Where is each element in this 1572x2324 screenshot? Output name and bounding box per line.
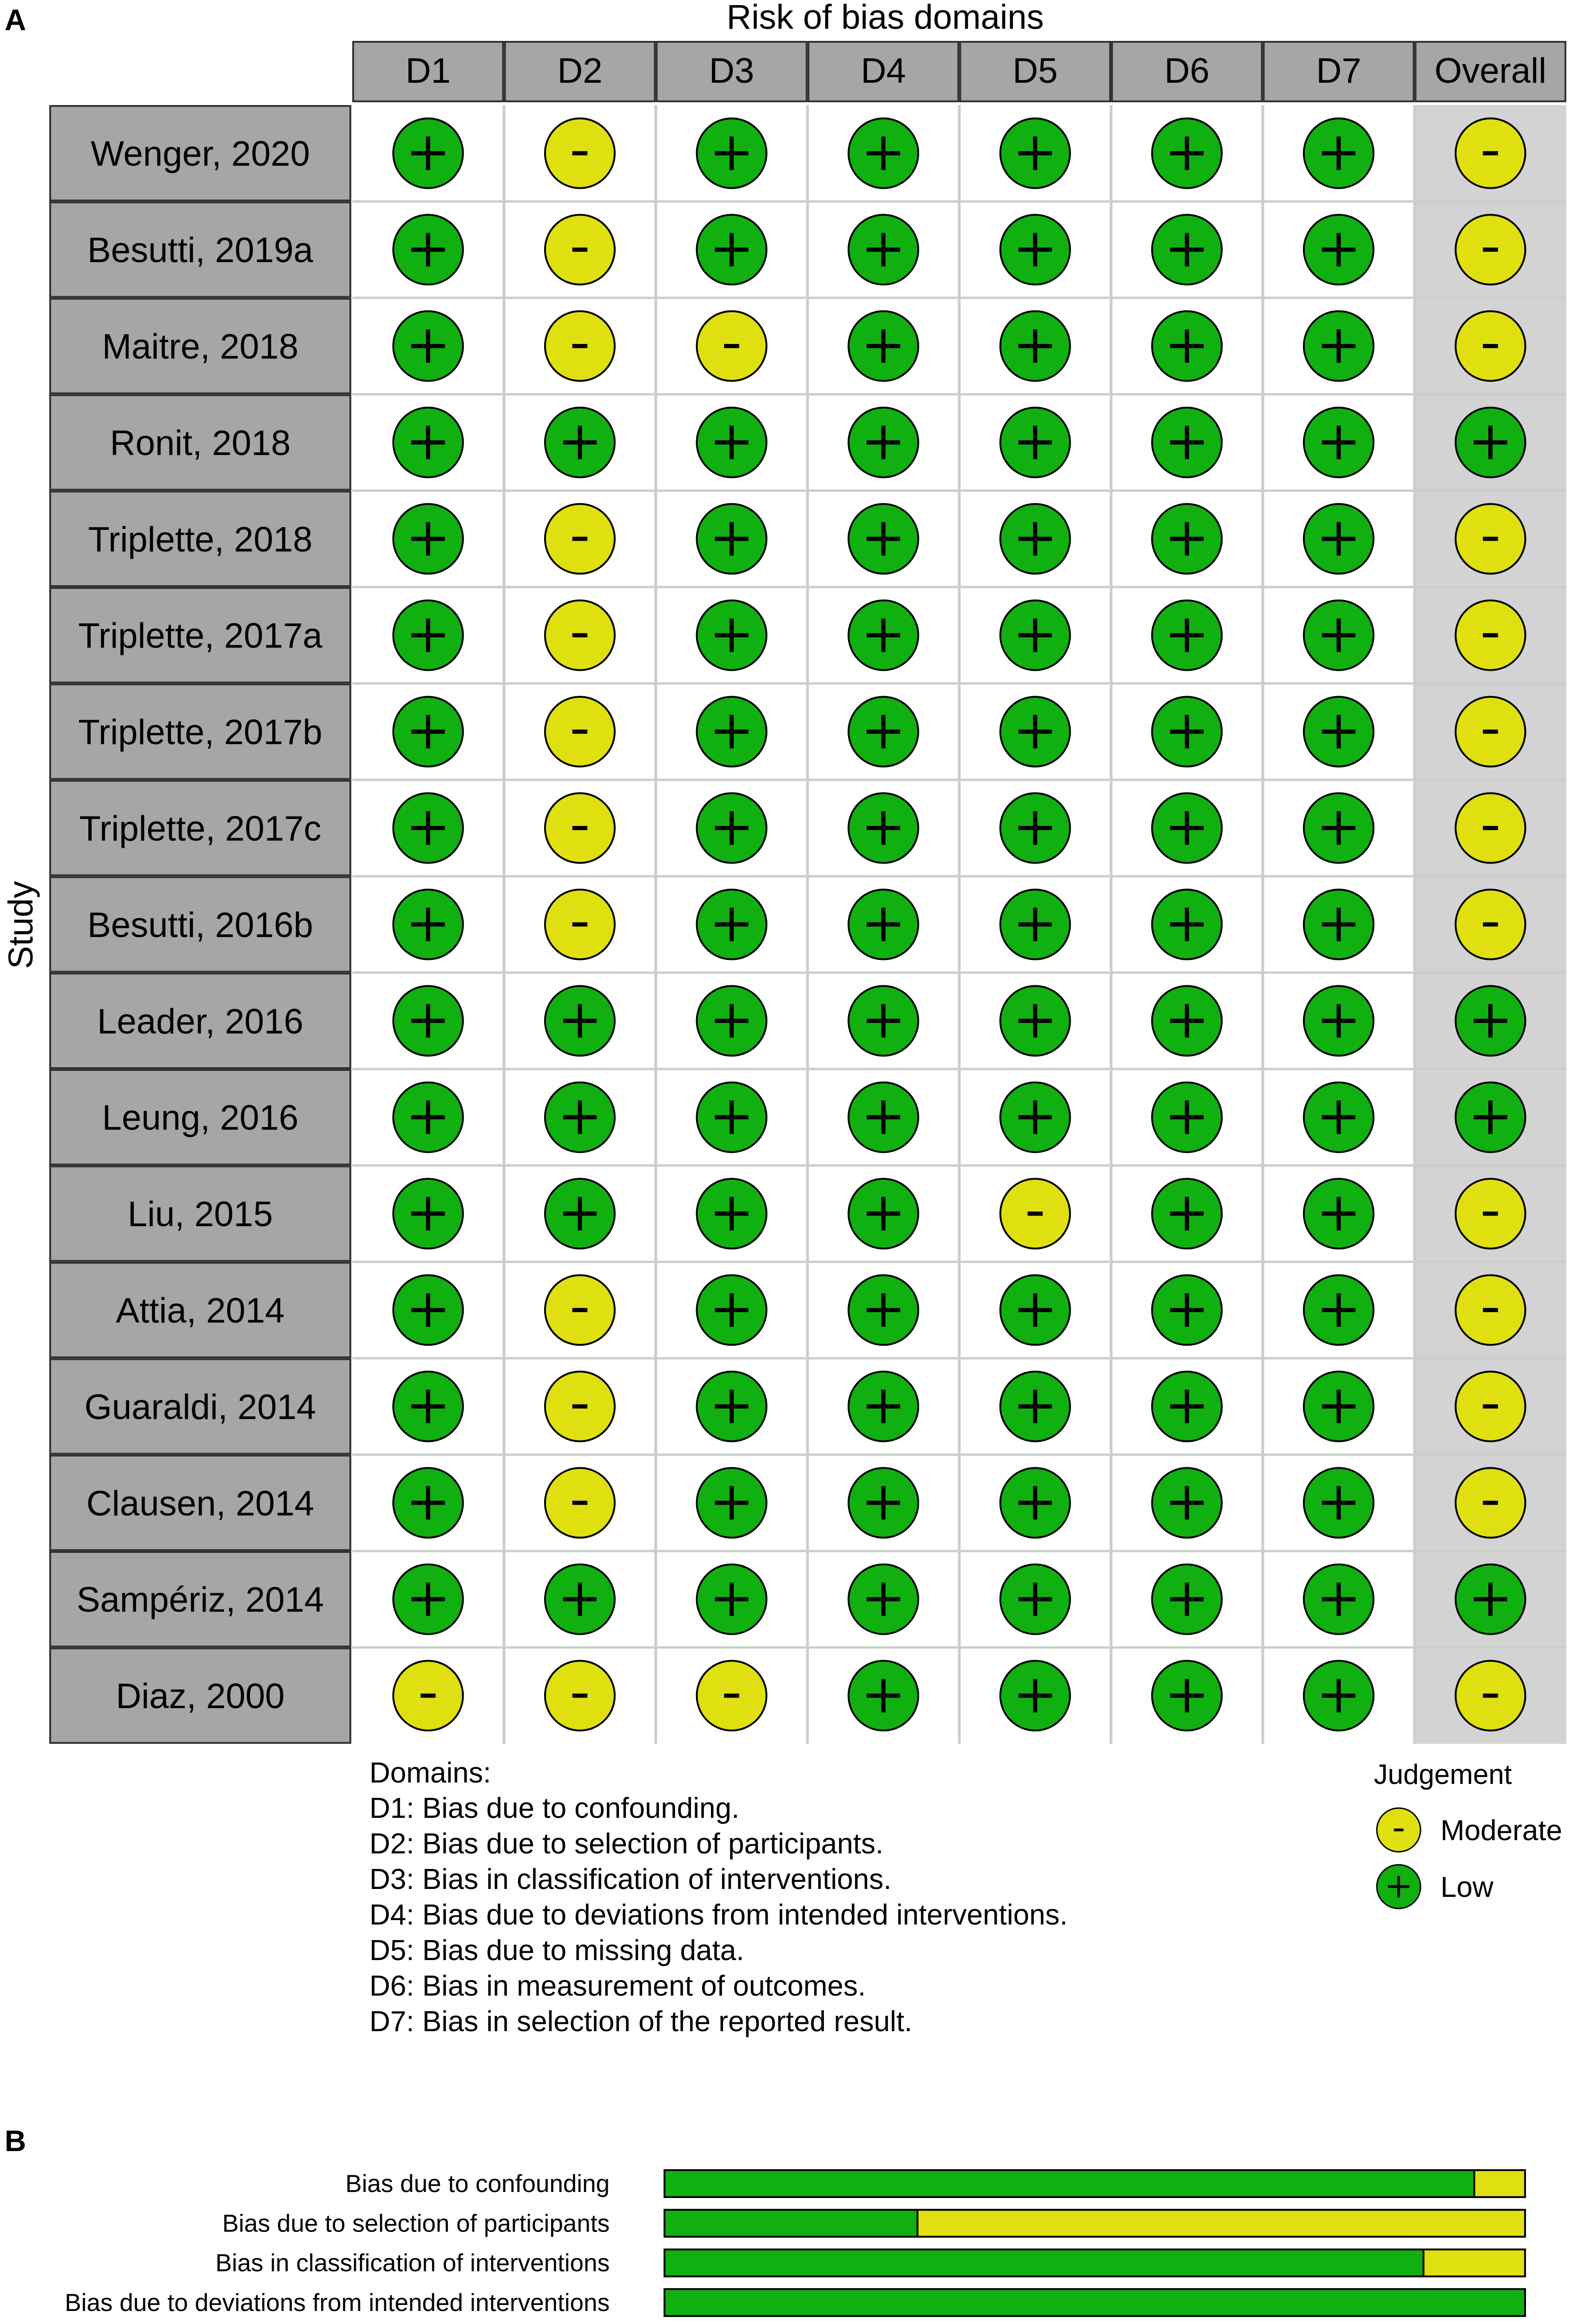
bar-segment-moderate-risk <box>1474 2170 1525 2197</box>
column-header-label: D7 <box>1316 51 1362 91</box>
bar-segment-moderate-risk <box>917 2210 1525 2237</box>
study-label: Triplette, 2017a <box>78 616 322 656</box>
bar-category-label: Bias due to selection of participants <box>222 2210 610 2238</box>
legend-label: Low <box>1440 1871 1493 1903</box>
study-label: Clausen, 2014 <box>86 1484 315 1524</box>
column-header-label: D6 <box>1164 51 1210 91</box>
study-label: Liu, 2015 <box>127 1195 273 1235</box>
study-label: Besutti, 2016b <box>87 905 313 945</box>
panel-b-label: B <box>5 2124 26 2158</box>
study-label: Triplette, 2017c <box>79 809 322 849</box>
judgement-legend-title: Judgement <box>1374 1759 1512 1790</box>
study-label: Diaz, 2000 <box>116 1677 285 1717</box>
y-axis-title: Study <box>1 881 40 969</box>
study-label: Triplette, 2017b <box>78 713 322 753</box>
bar-category-label: Bias in classification of interventions <box>215 2249 610 2277</box>
column-header-label: D2 <box>557 51 603 91</box>
study-label: Maitre, 2018 <box>102 327 299 367</box>
domains-title: Domains: <box>369 1757 491 1789</box>
column-header-label: D1 <box>405 51 451 91</box>
bar-segment-low-risk <box>664 2250 1423 2277</box>
summary-bars <box>65 2170 1525 2324</box>
domain-description: D5: Bias due to missing data. <box>369 1934 744 1967</box>
panel-a-label: A <box>5 3 26 37</box>
study-label: Ronit, 2018 <box>110 423 291 463</box>
judgement-legend-item <box>1377 1808 1562 1852</box>
bar-segment-low-risk <box>664 2210 917 2237</box>
column-header-label: Overall <box>1434 51 1546 91</box>
x-axis-title: Risk of bias domains <box>726 0 1044 36</box>
bar-segment-low-risk <box>664 2289 1525 2316</box>
column-headers <box>353 42 1565 101</box>
column-header-label: D4 <box>861 51 906 91</box>
study-label: Besutti, 2019a <box>87 231 313 271</box>
study-label: Leader, 2016 <box>97 1002 303 1042</box>
bar-segment-low-risk <box>664 2170 1474 2197</box>
legend-label: Moderate <box>1440 1815 1562 1847</box>
study-label: Wenger, 2020 <box>91 134 310 174</box>
column-header-label: D5 <box>1013 51 1058 91</box>
column-header-label: D3 <box>709 51 755 91</box>
study-label: Sampériz, 2014 <box>76 1580 324 1620</box>
domain-description: D7: Bias in selection of the reported result. <box>369 2006 913 2038</box>
study-label: Triplette, 2018 <box>88 520 313 560</box>
domain-description: D1: Bias due to confounding. <box>369 1792 740 1824</box>
bar-category-label: Bias due to confounding <box>345 2170 610 2198</box>
study-label: Attia, 2014 <box>116 1291 285 1331</box>
study-label: Leung, 2016 <box>102 1098 299 1138</box>
bar-category-label: Bias due to deviations from intended interventions <box>65 2289 610 2317</box>
domain-description: D2: Bias due to selection of participants. <box>369 1828 884 1860</box>
judgement-legend-item <box>1377 1865 1493 1908</box>
domain-description: D6: Bias in measurement of outcomes. <box>369 1970 866 2002</box>
bar-segment-moderate-risk <box>1423 2250 1525 2277</box>
domain-description: D4: Bias due to deviations from intended interventions. <box>369 1899 1068 1931</box>
domain-description: D3: Bias in classification of interventions. <box>369 1863 892 1895</box>
study-label: Guaraldi, 2014 <box>84 1387 316 1427</box>
